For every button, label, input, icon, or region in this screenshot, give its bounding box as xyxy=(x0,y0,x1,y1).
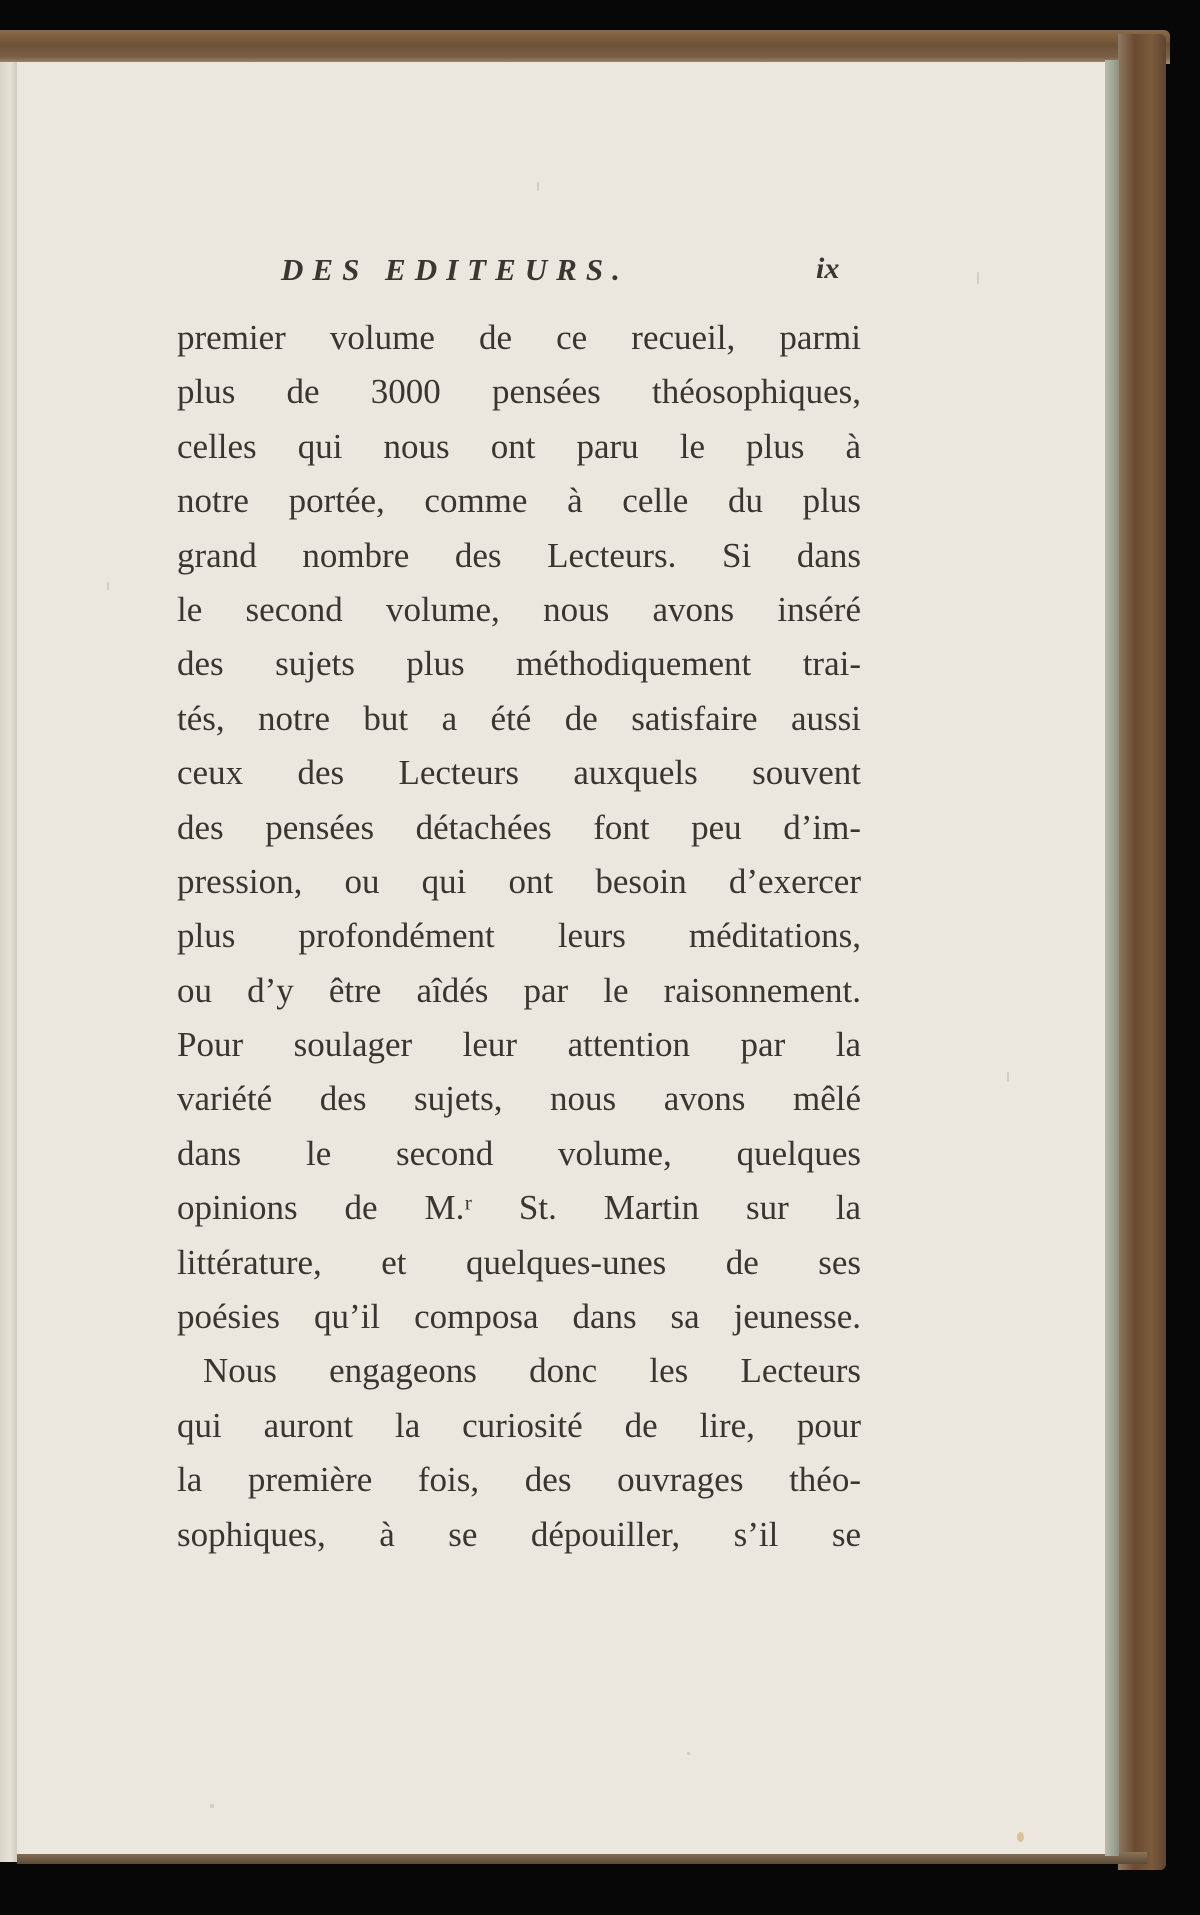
book-cover-fore-edge xyxy=(1118,34,1166,1870)
text-line: variété des sujets, nous avons mêlé xyxy=(177,1079,861,1119)
paper-fleck xyxy=(537,182,539,191)
text-line: des sujets plus méthodiquement trai- xyxy=(177,644,861,684)
paper-fleck xyxy=(210,1804,214,1808)
paper-fleck xyxy=(1007,1072,1009,1082)
page-block-edge xyxy=(1105,60,1119,1856)
page-gutter xyxy=(0,62,17,1862)
running-head-title: DES EDITEURS. xyxy=(281,252,629,287)
book-cover-top-edge xyxy=(0,30,1170,64)
text-line: qui auront la curiosité de lire, pour xyxy=(177,1405,861,1445)
text-line: littérature, et quelques-unes de ses xyxy=(177,1242,861,1282)
text-line: ceux des Lecteurs auxquels souvent xyxy=(177,753,861,793)
paper-fleck xyxy=(107,582,109,590)
text-line: Nous engageons donc les Lecteurs xyxy=(203,1351,861,1391)
text-line: Pour soulager leur attention par la xyxy=(177,1025,861,1065)
running-head xyxy=(281,252,861,296)
text-line: notre portée, comme à celle du plus xyxy=(177,481,861,521)
body-text xyxy=(177,311,861,1562)
text-line: ou d’y être aîdés par le raisonnement. xyxy=(177,970,861,1010)
text-line: plus profondément leurs méditations, xyxy=(177,916,861,956)
text-line: le second volume, nous avons inséré xyxy=(177,589,861,629)
text-line: sophiques, à se dépouiller, s’il se xyxy=(177,1514,861,1554)
text-line: la première fois, des ouvrages théo- xyxy=(177,1460,861,1500)
text-line: poésies qu’il composa dans sa jeunesse. xyxy=(177,1297,861,1337)
paper-stain xyxy=(1017,1832,1024,1842)
text-line: pression, ou qui ont besoin d’exercer xyxy=(177,861,861,901)
text-line: dans le second volume, quelques xyxy=(177,1133,861,1173)
text-line: celles qui nous ont paru le plus à xyxy=(177,426,861,466)
text-line: grand nombre des Lecteurs. Si dans xyxy=(177,535,861,575)
text-line: tés, notre but a été de satisfaire aussi xyxy=(177,698,861,738)
page-number: ix xyxy=(816,252,840,285)
text-line: opinions de M.ʳ St. Martin sur la xyxy=(177,1188,861,1228)
text-line: premier volume de ce recueil, parmi xyxy=(177,318,861,357)
paper-fleck xyxy=(977,272,979,284)
text-line: plus de 3000 pensées théosophiques, xyxy=(177,372,861,412)
paper-fleck xyxy=(687,1752,690,1755)
text-line: des pensées détachées font peu d’im- xyxy=(177,807,861,847)
